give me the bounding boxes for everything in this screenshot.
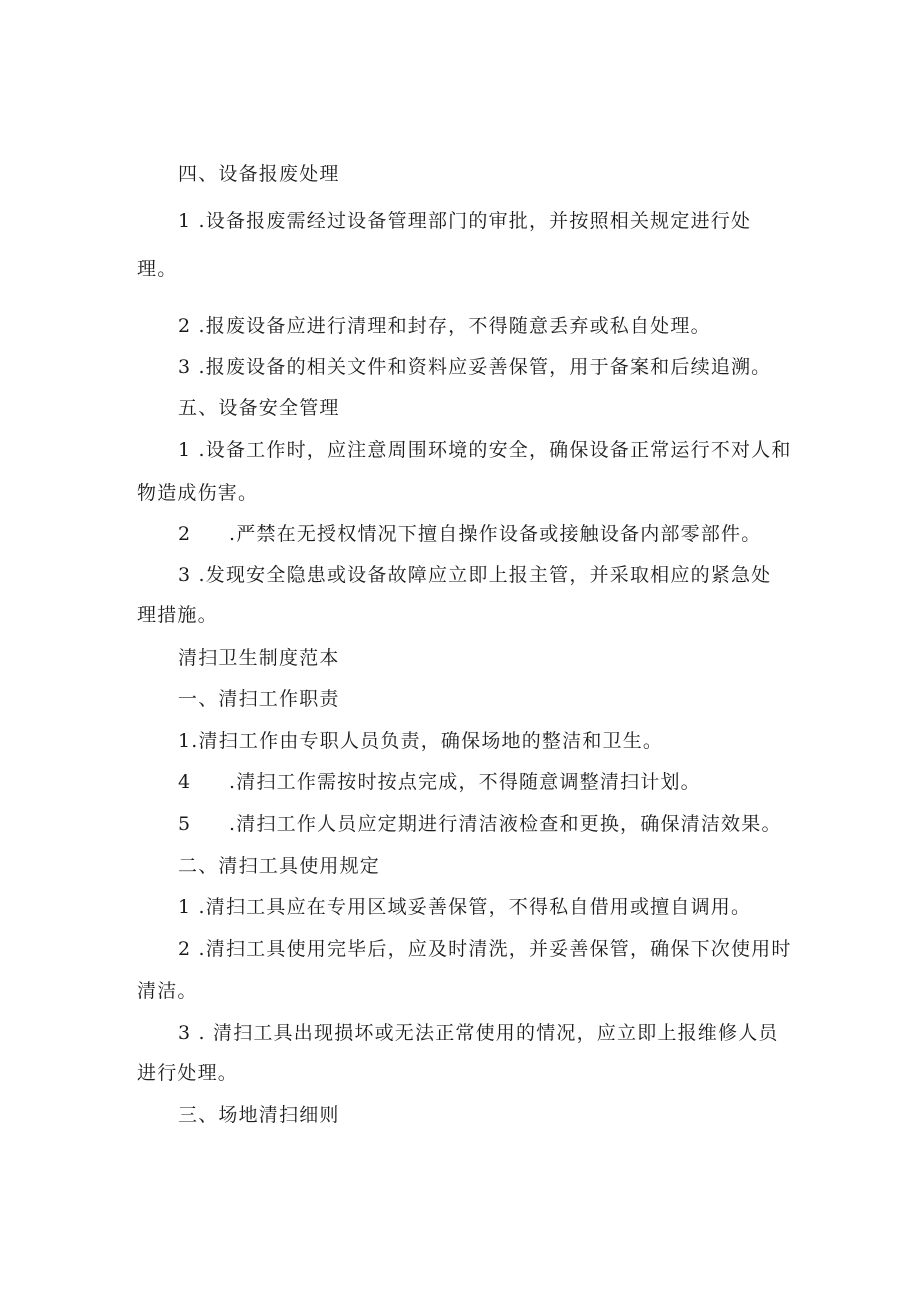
document-title: 清扫卫生制度范本: [178, 647, 340, 669]
paragraph-line: .清扫工作需按时按点完成，不得随意调整清扫计划。: [229, 771, 701, 793]
heading-cleaning-duties: 一、清扫工作职责: [178, 688, 340, 710]
paragraph-line: 1 .清扫工具应在专用区域妥善保管，不得私自借用或擅自调用。: [178, 896, 752, 918]
paragraph-line: 3 . 清扫工具出现损坏或无法正常使用的情况，应立即上报维修人员: [178, 1022, 779, 1044]
list-number: 4: [178, 771, 192, 793]
paragraph-line: 进行处理。: [137, 1062, 239, 1084]
heading-equipment-disposal: 四、设备报废处理: [178, 163, 340, 185]
list-number: 2: [178, 523, 192, 545]
paragraph-line: 清洁。: [137, 980, 198, 1002]
heading-site-cleaning: 三、场地清扫细则: [178, 1104, 340, 1126]
heading-cleaning-tools: 二、清扫工具使用规定: [178, 855, 381, 877]
paragraph-line: 3 .发现安全隐患或设备故障应立即上报主管，并采取相应的紧急处: [178, 564, 772, 586]
paragraph-line: .严禁在无授权情况下擅自操作设备或接触设备内部零部件。: [229, 523, 762, 545]
paragraph-line: 2 .清扫工具使用完毕后，应及时清洗，并妥善保管，确保下次使用时: [178, 938, 792, 960]
paragraph-line: 1.清扫工作由专职人员负责，确保场地的整洁和卫生。: [178, 730, 664, 752]
paragraph-line: 3 .报废设备的相关文件和资料应妥善保管，用于备案和后续追溯。: [178, 356, 772, 378]
paragraph-line: .清扫工作人员应定期进行清洁液检查和更换，确保清洁效果。: [229, 813, 782, 835]
paragraph-line: 1 .设备工作时，应注意周围环境的安全，确保设备正常运行不对人和: [178, 439, 792, 461]
paragraph-line: 1 .设备报废需经过设备管理部门的审批，并按照相关规定进行处: [178, 210, 752, 232]
list-number: 5: [178, 813, 192, 835]
paragraph-line: 理措施。: [137, 604, 218, 626]
heading-equipment-safety: 五、设备安全管理: [178, 397, 340, 419]
paragraph-line: 2 .报废设备应进行清理和封存，不得随意丢弃或私自处理。: [178, 315, 711, 337]
paragraph-line: 物造成伤害。: [137, 482, 259, 504]
paragraph-line: 理。: [137, 258, 178, 280]
